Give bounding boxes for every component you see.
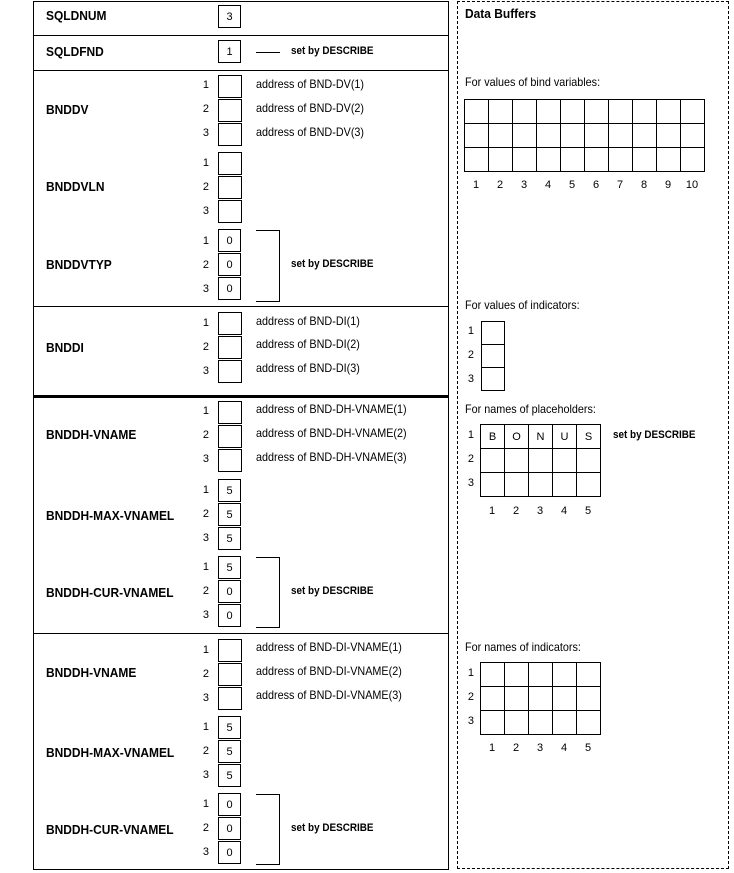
bnddv-address: address of BND-DV(1) — [256, 77, 365, 91]
bnddh-max-value: 5 — [218, 527, 241, 550]
bnddh-vname-index: 2 — [202, 429, 209, 441]
bnddh-max-index: 3 — [202, 532, 209, 544]
indicator-values-row-label: 3 — [467, 373, 474, 385]
bnddh-max-vnamel-label: BNDDH-MAX-VNAMEL — [46, 508, 175, 523]
bnddvtyp-index: 1 — [202, 235, 209, 247]
bnddh2-cur-value: 0 — [218, 841, 241, 864]
bnddh2-vname-index: 1 — [202, 644, 209, 656]
bnddvtyp-bracket — [256, 230, 280, 302]
bnddvtyp-note: set by DESCRIBE — [291, 258, 374, 270]
placeholder-names-row-label: 3 — [467, 477, 474, 489]
bnddi-cell — [218, 360, 242, 383]
bind-values-col-label: 2 — [496, 179, 504, 191]
bnddi-index: 3 — [202, 365, 209, 377]
bnddvln-cell — [218, 152, 242, 175]
indicator-values-cell — [481, 321, 505, 345]
bnddh2-vname-cell — [218, 687, 242, 710]
bnddi-address: address of BND-DI(1) — [256, 314, 360, 328]
bnddh-vname-address: address of BND-DH-VNAME(2) — [256, 426, 407, 440]
indicator-names-row-label: 2 — [467, 691, 474, 703]
bnddv-cell — [218, 99, 242, 122]
bnddh-cur-bracket — [256, 557, 280, 628]
sqldfnd-connector — [256, 52, 280, 53]
indicator-values-cell — [481, 344, 505, 368]
bind-values-col-label: 5 — [568, 179, 576, 191]
bnddvtyp-index: 2 — [202, 259, 209, 271]
sqldfnd-value: 1 — [218, 40, 241, 63]
placeholder-char: S — [577, 425, 601, 449]
bnddh2-max-index: 3 — [202, 769, 209, 781]
bnddi-label: BNDDI — [46, 340, 84, 355]
sqldnum-value: 3 — [218, 5, 241, 28]
bnddh2-vname-address: address of BND-DI-VNAME(1) — [256, 640, 402, 654]
bnddvln-label: BNDDVLN — [46, 179, 105, 194]
bnddh2-cur-note: set by DESCRIBE — [291, 822, 374, 834]
bnddh-max-value: 5 — [218, 479, 241, 502]
bnddv-cell — [218, 123, 242, 146]
bnddi-index: 2 — [202, 341, 209, 353]
bnddh-cur-vnamel-label-2: BNDDH-CUR-VNAMEL — [46, 822, 174, 837]
indicator-values-row-label: 2 — [467, 349, 474, 361]
bnddh-vname-index: 1 — [202, 405, 209, 417]
bnddh-cur-note: set by DESCRIBE — [291, 585, 374, 597]
bind-values-caption: For values of bind variables: — [465, 75, 601, 89]
bnddi-index: 1 — [202, 317, 209, 329]
bnddh2-vname-cell — [218, 663, 242, 686]
bnddh-vname-label: BNDDH-VNAME — [46, 427, 137, 442]
bnddh2-max-value: 5 — [218, 716, 241, 739]
bnddv-cell — [218, 75, 242, 98]
placeholder-char: B — [481, 425, 505, 449]
bnddh-vname-cell — [218, 425, 242, 448]
bnddh2-cur-index: 2 — [202, 822, 209, 834]
indicator-values-caption: For values of indicators: — [465, 298, 580, 312]
bind-values-col-label: 9 — [664, 179, 672, 191]
placeholder-names-note: set by DESCRIBE — [613, 429, 696, 441]
indicator-names-grid — [480, 662, 601, 735]
bnddvln-cell — [218, 200, 242, 223]
bnddh-cur-value: 0 — [218, 580, 241, 603]
bnddvtyp-value: 0 — [218, 253, 241, 276]
indicator-names-row-label: 3 — [467, 715, 474, 727]
bnddh2-cur-index: 1 — [202, 798, 209, 810]
bnddh2-cur-bracket — [256, 794, 280, 865]
bnddh-cur-index: 1 — [202, 561, 209, 573]
data-buffers-title: Data Buffers — [465, 6, 537, 21]
bnddvln-index: 3 — [202, 205, 209, 217]
placeholder-names-row-label: 2 — [467, 453, 474, 465]
indicator-names-col-label: 1 — [488, 742, 496, 754]
placeholder-char: O — [505, 425, 529, 449]
bnddh2-cur-value: 0 — [218, 793, 241, 816]
indicator-names-caption: For names of indicators: — [465, 640, 581, 654]
bnddi-cell — [218, 312, 242, 335]
bnddh-vname-index: 3 — [202, 453, 209, 465]
bind-values-grid — [464, 99, 705, 172]
bnddh2-vname-cell — [218, 639, 242, 662]
sqldfnd-note: set by DESCRIBE — [291, 45, 374, 57]
bnddv-index: 1 — [202, 79, 209, 91]
placeholder-char: U — [553, 425, 577, 449]
indicator-names-col-label: 4 — [560, 742, 568, 754]
placeholder-names-col-label: 2 — [512, 505, 520, 517]
indicator-values-row-label: 1 — [467, 325, 474, 337]
bnddvtyp-index: 3 — [202, 283, 209, 295]
bnddh-vname-cell — [218, 401, 242, 424]
bnddh2-vname-index: 3 — [202, 692, 209, 704]
bnddh-max-index: 1 — [202, 484, 209, 496]
bnddh2-cur-value: 0 — [218, 817, 241, 840]
bnddv-label: BNDDV — [46, 102, 89, 117]
placeholder-names-caption: For names of placeholders: — [465, 402, 596, 416]
bnddh-cur-index: 2 — [202, 585, 209, 597]
bnddvtyp-value: 0 — [218, 229, 241, 252]
bnddh2-max-index: 1 — [202, 721, 209, 733]
bind-values-col-label: 6 — [592, 179, 600, 191]
indicator-names-row-label: 1 — [467, 667, 474, 679]
bnddh-max-value: 5 — [218, 503, 241, 526]
bind-values-col-label: 1 — [472, 179, 480, 191]
bnddvtyp-label: BNDDVTYP — [46, 257, 112, 272]
bnddh-max-vnamel-label-2: BNDDH-MAX-VNAMEL — [46, 745, 175, 760]
placeholder-names-row-label: 1 — [467, 429, 474, 441]
bind-values-col-label: 7 — [616, 179, 624, 191]
bnddh-cur-index: 3 — [202, 609, 209, 621]
bnddh2-cur-index: 3 — [202, 846, 209, 858]
bnddh-vname-address: address of BND-DH-VNAME(1) — [256, 402, 407, 416]
placeholder-names-col-label: 4 — [560, 505, 568, 517]
indicator-names-col-label: 2 — [512, 742, 520, 754]
bind-values-col-label: 10 — [685, 179, 699, 191]
bnddv-index: 2 — [202, 103, 209, 115]
bnddh-vname-cell — [218, 449, 242, 472]
indicator-values-cell — [481, 367, 505, 391]
bind-values-col-label: 8 — [640, 179, 648, 191]
bnddv-index: 3 — [202, 127, 209, 139]
placeholder-names-col-label: 3 — [536, 505, 544, 517]
bnddv-address: address of BND-DV(2) — [256, 101, 365, 115]
bnddi-address: address of BND-DI(2) — [256, 337, 360, 351]
bnddvln-index: 2 — [202, 181, 209, 193]
bnddv-address: address of BND-DV(3) — [256, 125, 365, 139]
bnddh2-max-value: 5 — [218, 740, 241, 763]
sqldfnd-label: SQLDFND — [46, 44, 104, 59]
bnddvtyp-value: 0 — [218, 277, 241, 300]
bnddh-cur-value: 5 — [218, 556, 241, 579]
bind-values-col-label: 3 — [520, 179, 528, 191]
bnddh2-vname-index: 2 — [202, 668, 209, 680]
bnddh2-max-value: 5 — [218, 764, 241, 787]
placeholder-names-col-label: 1 — [488, 505, 496, 517]
indicator-names-col-label: 3 — [536, 742, 544, 754]
bnddh2-vname-address: address of BND-DI-VNAME(3) — [256, 688, 402, 702]
placeholder-names-col-label: 5 — [584, 505, 592, 517]
bnddvln-index: 1 — [202, 157, 209, 169]
bnddh2-vname-address: address of BND-DI-VNAME(2) — [256, 664, 402, 678]
indicator-names-col-label: 5 — [584, 742, 592, 754]
bnddh-vname-label-2: BNDDH-VNAME — [46, 665, 137, 680]
bnddvln-cell — [218, 176, 242, 199]
bnddh-cur-vnamel-label: BNDDH-CUR-VNAMEL — [46, 585, 174, 600]
bnddh-cur-value: 0 — [218, 604, 241, 627]
bnddh-max-index: 2 — [202, 508, 209, 520]
placeholder-char: N — [529, 425, 553, 449]
sqldnum-label: SQLDNUM — [46, 8, 107, 23]
placeholder-names-grid — [480, 424, 601, 497]
bnddh-vname-address: address of BND-DH-VNAME(3) — [256, 450, 407, 464]
bnddi-address: address of BND-DI(3) — [256, 361, 360, 375]
bnddi-cell — [218, 336, 242, 359]
bnddh2-max-index: 2 — [202, 745, 209, 757]
bind-values-col-label: 4 — [544, 179, 552, 191]
